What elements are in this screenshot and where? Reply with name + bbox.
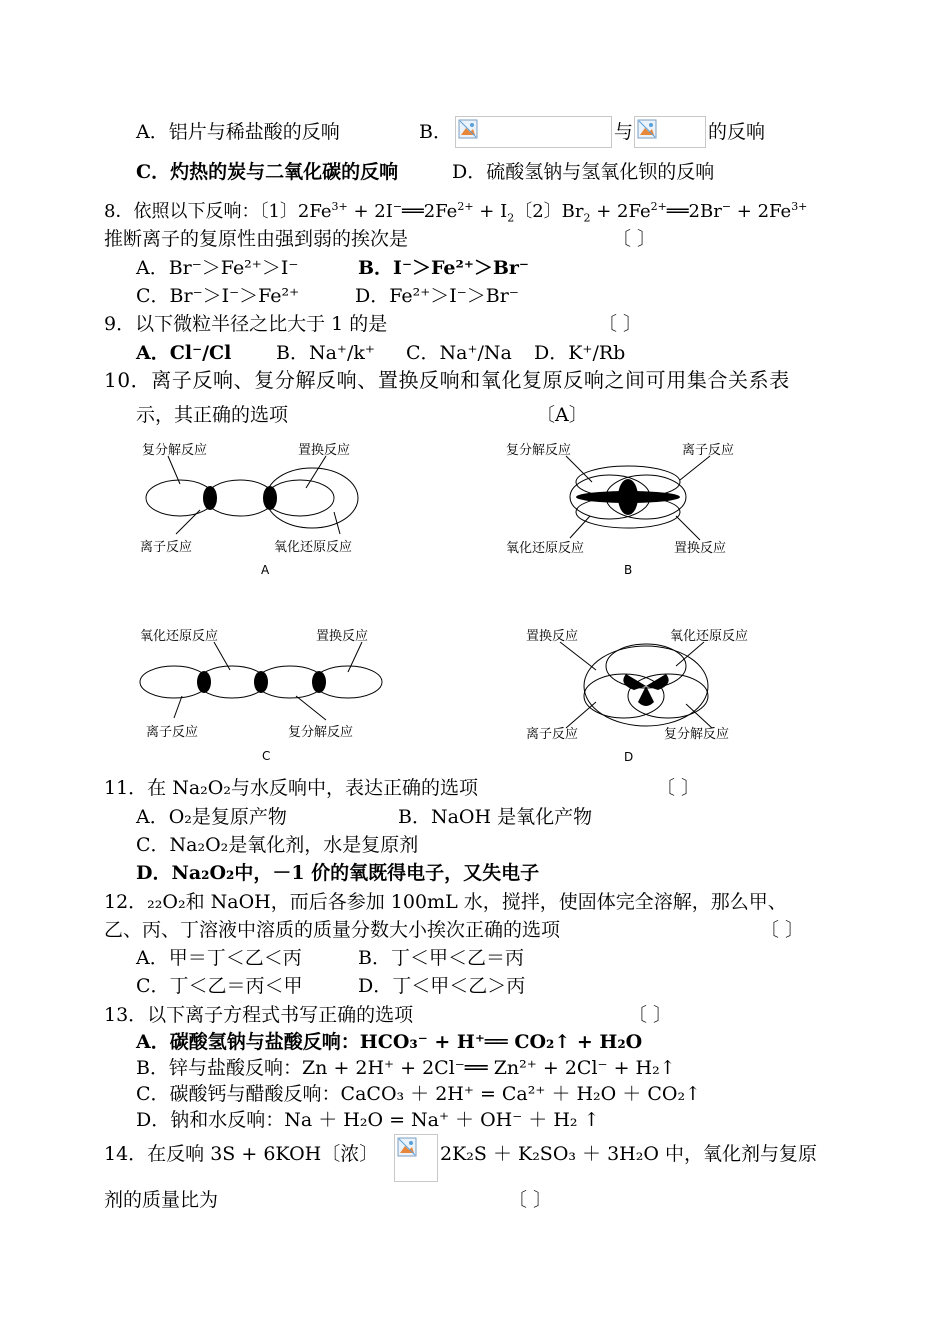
q14-stem-line1-b: 2K₂S ＋ K₂SO₃ ＋ 3H₂O 中，氧化剂与复原 bbox=[440, 1143, 817, 1165]
diagram-a-label-4: 氧化还原反应 bbox=[274, 540, 353, 555]
diagram-b-label-2: 离子反应 bbox=[682, 443, 735, 458]
q14-stem-line2: 剂的质量比为 bbox=[104, 1189, 219, 1211]
q7-option-b-end: 的反响 bbox=[708, 121, 766, 143]
q12-stem-line1: 12．₂₂O₂和 NaOH，而后各参加 100mL 水，搅拌，使固体完全溶解，那么甲、 bbox=[104, 891, 787, 913]
q10-stem-line1: 10．离子反响、复分解反响、置换反响和氧化复原反响之间可用集合关系表 bbox=[104, 368, 790, 392]
diagram-c-label-2: 置换反应 bbox=[316, 629, 369, 644]
q8-option-c: C．Br⁻＞I⁻＞Fe²⁺ bbox=[136, 285, 300, 307]
q7-option-b-label: B． bbox=[419, 121, 452, 143]
broken-image-icon bbox=[397, 1137, 417, 1157]
diagram-a-label-3: 离子反应 bbox=[140, 540, 193, 555]
q9-stem: 9．以下微粒半径之比大于 1 的是 bbox=[104, 313, 388, 335]
q12-answer-paren: 〔 〕 bbox=[760, 919, 805, 941]
q13-answer-paren: 〔 〕 bbox=[628, 1004, 673, 1026]
q9-option-a: A．Cl⁻/Cl bbox=[136, 342, 232, 364]
diagram-a-label-2: 置换反应 bbox=[298, 443, 351, 458]
q10-answer: 〔A〕 bbox=[536, 404, 588, 426]
q13-option-d: D．钠和水反响：Na ＋ H₂O = Na⁺ ＋ OH⁻ ＋ H₂ ↑ bbox=[136, 1109, 600, 1131]
q11-option-c: C．Na₂O₂是氧化剂，水是复原剂 bbox=[136, 834, 419, 856]
diagram-b-label-1: 复分解反应 bbox=[506, 443, 572, 458]
diagram-b-caption: B bbox=[624, 563, 633, 577]
diagram-d-label-4: 复分解反应 bbox=[664, 727, 730, 742]
q7-option-c: C．灼热的炭与二氧化碳的反响 bbox=[136, 161, 399, 183]
q7-option-d: D．硫酸氢钠与氢氧化钡的反响 bbox=[452, 161, 715, 183]
q7-option-a: A．铝片与稀盐酸的反响 bbox=[136, 121, 340, 143]
set-diagram-c bbox=[130, 624, 400, 769]
q11-option-d: D．Na₂O₂中，－1 价的氧既得电子，又失电子 bbox=[136, 862, 540, 884]
q9-answer-paren: 〔 〕 bbox=[598, 313, 643, 335]
q9-option-b: B．Na⁺/k⁺ bbox=[276, 342, 375, 364]
diagram-d-label-2: 氧化还原反应 bbox=[670, 629, 749, 644]
q12-option-d: D．丁＜甲＜乙＞丙 bbox=[358, 975, 526, 997]
set-diagram-a bbox=[130, 436, 390, 581]
q12-option-a: A．甲＝丁＜乙＜丙 bbox=[136, 947, 302, 969]
q13-option-a: A．碳酸氢钠与盐酸反响：HCO₃⁻ + H⁺══ CO₂↑ + H₂O bbox=[136, 1031, 643, 1053]
diagram-d-label-3: 离子反应 bbox=[526, 727, 579, 742]
diagram-c-label-3: 离子反应 bbox=[146, 725, 199, 740]
q11-option-a: A．O₂是复原产物 bbox=[136, 806, 287, 828]
q10-stem-line2: 示，其正确的选项 bbox=[136, 404, 289, 426]
diagram-a-caption: A bbox=[261, 563, 270, 577]
diagram-a-label-1: 复分解反应 bbox=[142, 443, 208, 458]
diagram-d-label-1: 置换反应 bbox=[526, 629, 579, 644]
q12-option-b: B．丁＜甲＜乙＝丙 bbox=[358, 947, 524, 969]
diagram-c-label-4: 复分解反应 bbox=[288, 725, 354, 740]
q12-option-c: C．丁＜乙＝丙＜甲 bbox=[136, 975, 303, 997]
q13-option-c: C．碳酸钙与醋酸反响：CaCO₃ ＋ 2H⁺ = Ca²⁺ ＋ H₂O ＋ CO₂↑ bbox=[136, 1083, 701, 1105]
diagram-b-label-4: 置换反应 bbox=[674, 541, 727, 556]
q8-stem-line2: 推断离子的复原性由强到弱的挨次是 bbox=[104, 228, 409, 250]
q13-stem: 13．以下离子方程式书写正确的选项 bbox=[104, 1004, 414, 1026]
set-diagram-b bbox=[500, 436, 760, 581]
q8-option-a: A．Br⁻＞Fe²⁺＞I⁻ bbox=[136, 257, 299, 279]
broken-image-icon bbox=[637, 119, 657, 139]
q8-option-b: B．I⁻＞Fe²⁺＞Br⁻ bbox=[358, 257, 529, 279]
q11-stem: 11．在 Na₂O₂与水反响中，表达正确的选项 bbox=[104, 777, 478, 799]
q14-answer-paren: 〔 〕 bbox=[508, 1189, 553, 1211]
q8-option-d: D．Fe²⁺＞I⁻＞Br⁻ bbox=[355, 285, 519, 307]
broken-image-1 bbox=[455, 116, 612, 148]
q7-option-b-mid: 与 bbox=[614, 121, 634, 143]
broken-image-icon bbox=[458, 119, 478, 139]
broken-image-3 bbox=[394, 1134, 438, 1182]
set-diagram-d bbox=[500, 624, 780, 769]
q9-option-d: D．K⁺/Rb bbox=[534, 342, 626, 364]
q12-stem-line2: 乙、丙、丁溶液中溶质的质量分数大小挨次正确的选项 bbox=[104, 919, 561, 941]
q8-answer-paren: 〔 〕 bbox=[612, 228, 657, 250]
q11-option-b: B．NaOH 是氧化产物 bbox=[398, 806, 593, 828]
diagram-c-caption: C bbox=[262, 749, 271, 763]
q11-answer-paren: 〔 〕 bbox=[656, 777, 701, 799]
diagram-c-label-1: 氧化还原反应 bbox=[140, 629, 219, 644]
q14-stem-line1-a: 14．在反响 3S + 6KOH〔浓〕 bbox=[104, 1143, 379, 1165]
diagram-d-caption: D bbox=[624, 750, 634, 764]
broken-image-2 bbox=[634, 116, 706, 148]
diagram-b-label-3: 氧化还原反应 bbox=[506, 541, 585, 556]
q9-option-c: C．Na⁺/Na bbox=[406, 342, 512, 364]
q13-option-b: B．锌与盐酸反响：Zn + 2H⁺ + 2Cl⁻══ Zn²⁺ + 2Cl⁻ + H₂↑ bbox=[136, 1057, 676, 1079]
q8-stem-line1: 8．依照以下反响：〔1〕$2Fe^{3+}$ + $2I^-══2Fe^{2+} + I_2$〔2〕$Br_2$ + $2Fe^{2+}══2Br^- + 2Fe^{3+}$ bbox=[104, 200, 808, 225]
